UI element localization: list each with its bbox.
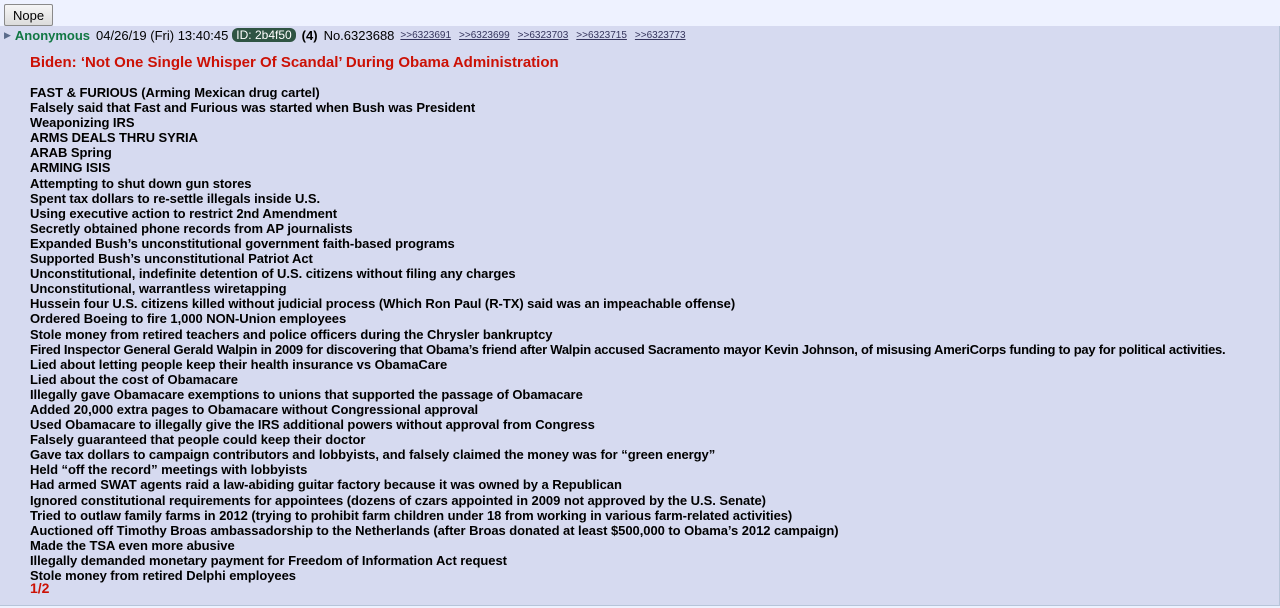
body-line: Auctioned off Timothy Broas ambassadorship to the Netherlands (after Broas donated at least $500,000 to Obama’s 2012 campaign) bbox=[30, 522, 839, 538]
backlink[interactable]: >>6323715 bbox=[576, 29, 627, 41]
nope-button[interactable]: Nope bbox=[4, 4, 53, 26]
post-body bbox=[30, 85, 1225, 583]
body-line: ARMING ISIS bbox=[30, 160, 111, 176]
body-line: Using executive action to restrict 2nd Amendment bbox=[30, 205, 338, 221]
backlink[interactable]: >>6323773 bbox=[634, 29, 686, 41]
body-line: Stole money from retired teachers and police officers during the Chrysler bankruptcy bbox=[30, 326, 553, 342]
body-line: Falsely guaranteed that people could keep their doctor bbox=[30, 432, 366, 448]
poster-post-count: (4) bbox=[301, 27, 318, 43]
body-line: Hussein four U.S. citizens killed without judicial process (Which Ron Paul (R-TX) said was an impeachable offense) bbox=[30, 296, 736, 312]
post-number[interactable]: No.6323688 bbox=[323, 27, 395, 43]
post-header bbox=[4, 27, 694, 43]
body-line: Supported Bush’s unconstitutional Patriot Act bbox=[30, 251, 313, 267]
body-line: Illegally demanded monetary payment for Freedom of Information Act request bbox=[30, 552, 507, 568]
body-line: FAST & FURIOUS (Arming Mexican drug cartel) bbox=[30, 85, 320, 100]
body-line: Secretly obtained phone records from AP journalists bbox=[30, 220, 353, 236]
poster-name: Anonymous bbox=[14, 27, 91, 43]
body-line: Falsely said that Fast and Furious was started when Bush was President bbox=[30, 100, 476, 116]
body-line: Gave tax dollars to campaign contributors and lobbyists, and falsely claimed the money was for “green energy” bbox=[30, 447, 716, 463]
body-line: Added 20,000 extra pages to Obamacare without Congressional approval bbox=[30, 401, 479, 417]
body-line: Weaponizing IRS bbox=[30, 115, 135, 131]
body-line: Tried to outlaw family farms in 2012 (trying to prohibit farm children under 18 from working in various farm-related activities) bbox=[30, 507, 793, 523]
top-bar bbox=[4, 4, 53, 26]
page-marker: 1/2 bbox=[30, 580, 50, 596]
body-line: Expanded Bush’s unconstitutional government faith-based programs bbox=[30, 235, 455, 251]
post-datetime: 04/26/19 (Fri) 13:40:45 bbox=[96, 27, 229, 43]
body-line: Held “off the record” meetings with lobbyists bbox=[30, 462, 308, 478]
backlink[interactable]: >>6323699 bbox=[459, 29, 510, 41]
body-line: Unconstitutional, indefinite detention of U.S. citizens without filing any charges bbox=[30, 266, 516, 282]
body-line: Lied about letting people keep their health insurance vs ObamaCare bbox=[30, 356, 448, 372]
post-subject: Biden: ‘Not One Single Whisper Of Scandal’ During Obama Administration bbox=[30, 54, 559, 71]
body-line: Lied about the cost of Obamacare bbox=[30, 371, 238, 387]
body-line: ARAB Spring bbox=[30, 145, 112, 161]
body-line: Fired Inspector General Gerald Walpin in 2009 for discovering that Obama’s friend after Walpin accused Sacramento mayor Kevin Johnson, of misusing AmeriCorps funding to pay for political activities. bbox=[30, 341, 1226, 357]
body-line: Illegally gave Obamacare exemptions to unions that supported the passage of Obamacare bbox=[30, 386, 583, 402]
expand-triangle-icon[interactable]: ▶ bbox=[4, 29, 11, 40]
backlink[interactable]: >>6323691 bbox=[400, 29, 452, 41]
body-line: Stole money from retired Delphi employees bbox=[30, 568, 296, 583]
body-line: Ignored constitutional requirements for appointees (dozens of czars appointed in 2009 not approved by the U.S. Senate) bbox=[30, 492, 766, 508]
body-line: Attempting to shut down gun stores bbox=[30, 175, 252, 191]
body-line: Spent tax dollars to re-settle illegals inside U.S. bbox=[30, 190, 321, 206]
body-line: Made the TSA even more abusive bbox=[30, 537, 235, 553]
body-line: Ordered Boeing to fire 1,000 NON-Union employees bbox=[30, 311, 347, 327]
body-line: ARMS DEALS THRU SYRIA bbox=[30, 130, 198, 146]
backlink[interactable]: >>6323703 bbox=[517, 29, 569, 41]
post-container bbox=[0, 26, 1280, 606]
body-line: Had armed SWAT agents raid a law-abiding guitar factory because it was owned by a Republican bbox=[30, 477, 622, 493]
body-line: Used Obamacare to illegally give the IRS additional powers without approval from Congress bbox=[30, 417, 595, 433]
body-line: Unconstitutional, warrantless wiretapping bbox=[30, 281, 287, 297]
poster-id-badge[interactable]: ID: 2b4f50 bbox=[232, 28, 295, 42]
